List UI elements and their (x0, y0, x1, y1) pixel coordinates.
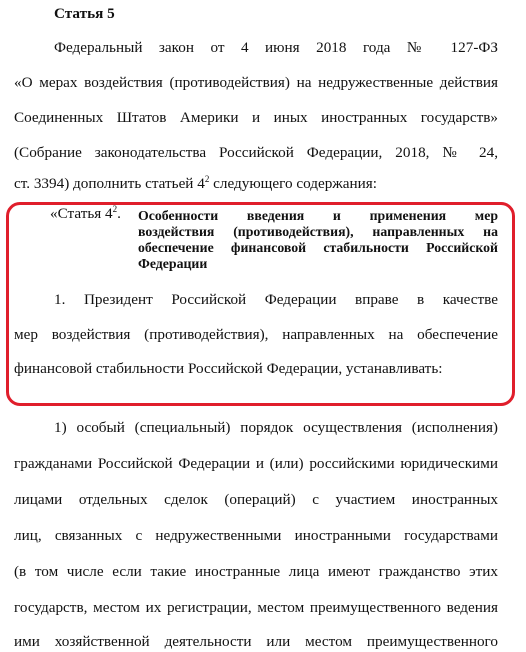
intro-line-3: Соединенных Штатов Америки и иных иностранных государств» (14, 109, 498, 126)
intro-superscript: 2 (204, 173, 210, 184)
intro-line-5-tail: следующего содержания: (209, 175, 377, 192)
clause-1-line-1: 1. Президент Российской Федерации вправе в качестве (54, 291, 498, 308)
article-4-2-label (50, 204, 121, 224)
article-5-heading (54, 4, 115, 24)
intro-line-2: «О мерах воздействия (противодействия) на недружественные действия (14, 74, 498, 91)
intro-line-4: (Собрание законодательства Российской Федерации, 2018, № 24, (14, 144, 498, 161)
item-1-line-7: ими хозяйственной деятельности или местом преимущественного (14, 633, 498, 650)
article-title-line-1: Особенности введения и применения мер (138, 208, 498, 223)
heading-number: 5 (107, 5, 115, 22)
article-title-line-2: воздействия (противодействия), направленных на (138, 224, 498, 239)
article-title-line-4: Федерации (138, 256, 208, 271)
intro-line-1: Федеральный закон от 4 июня 2018 года № 127-ФЗ (54, 39, 498, 56)
intro-line-5-text: ст. 3394) дополнить статьей 4 (14, 175, 205, 192)
item-1-line-2: гражданами Российской Федерации и (или) российскими юридическими (14, 455, 498, 472)
clause-1-line-2: мер воздействия (противодействия), направленных на обеспечение (14, 326, 498, 343)
clause-1-line-3: финансовой стабильности Российской Федерации, устанавливать: (14, 360, 443, 377)
article-label-suffix: . (117, 205, 121, 222)
article-label-sup: 2 (112, 203, 118, 214)
item-1-line-4: лиц, связанных с недружественными иностранными государствами (14, 527, 498, 544)
heading-label: Статья (54, 5, 104, 22)
item-1-line-3: лицами отдельных сделок (операций) с участием иностранных (14, 491, 498, 508)
article-4-2-title (138, 208, 498, 272)
intro-line-5 (14, 174, 498, 194)
item-1-line-5: (в том числе если такие иностранные лица имеют гражданство этих (14, 563, 498, 580)
item-1-line-1: 1) особый (специальный) порядок осуществления (исполнения) (54, 419, 498, 436)
article-label-text: «Статья 4 (50, 205, 113, 222)
article-title-line-3: обеспечение финансовой стабильности Российской (138, 240, 498, 255)
item-1-line-6: государств, местом их регистрации, местом преимущественного ведения (14, 599, 498, 616)
